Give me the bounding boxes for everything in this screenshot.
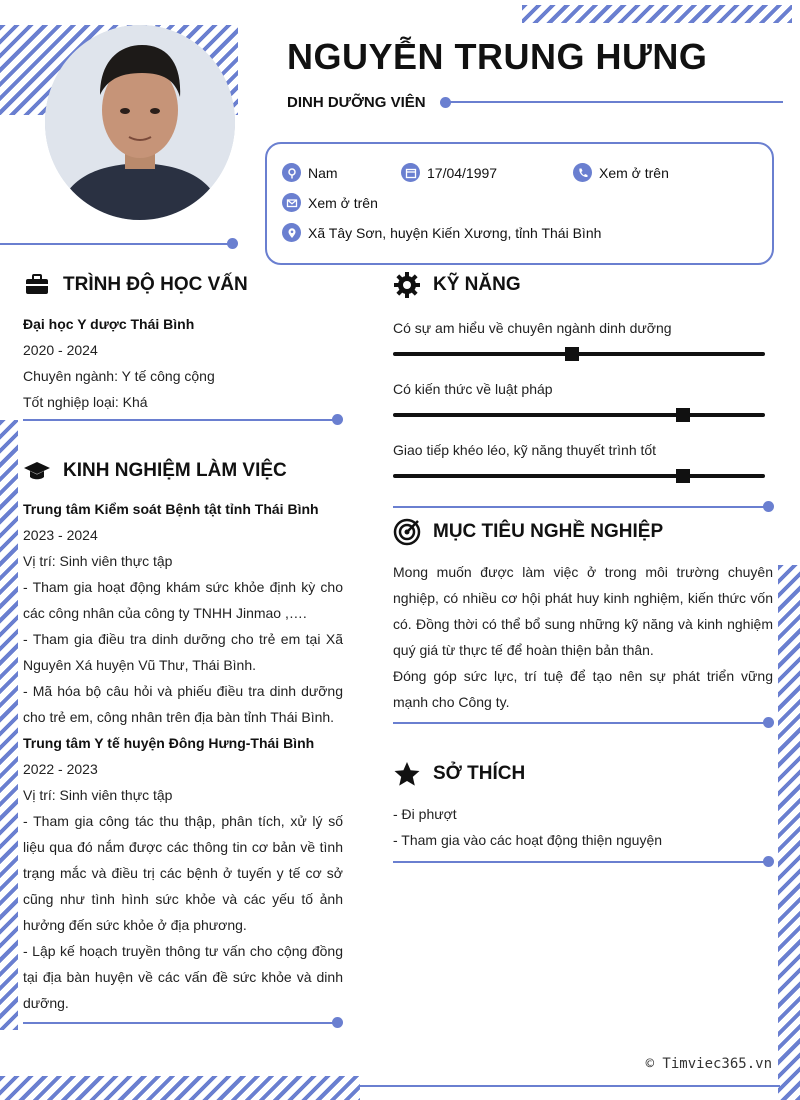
education-title-text: TRÌNH ĐỘ HỌC VẤN bbox=[63, 274, 248, 295]
calendar-icon bbox=[401, 163, 420, 182]
education-divider bbox=[23, 419, 335, 421]
skill-level-marker bbox=[676, 408, 690, 422]
candidate-role: DINH DƯỠNG VIÊN bbox=[287, 94, 426, 111]
location-pin-icon bbox=[282, 223, 301, 242]
stripe-decoration-top-right bbox=[522, 5, 792, 23]
job-task: - Mã hóa bộ câu hỏi và phiếu điều tra dinh dưỡng cho trẻ em, công nhân trên địa bàn tỉnh Thái Bình. bbox=[23, 683, 343, 725]
hobby-item: - Đi phượt bbox=[393, 806, 457, 822]
star-icon bbox=[393, 760, 421, 788]
birthdate-info bbox=[401, 163, 497, 182]
skill-bar bbox=[393, 352, 765, 356]
job-period: 2023 - 2024 bbox=[23, 527, 98, 543]
education-section-title bbox=[23, 271, 248, 299]
objective-divider-dot bbox=[763, 717, 774, 728]
birthdate-value: 17/04/1997 bbox=[427, 164, 498, 181]
address-value: Xã Tây Sơn, huyện Kiến Xương, tỉnh Thái Bình bbox=[308, 224, 602, 241]
hobbies-content bbox=[393, 801, 773, 853]
phone-value: Xem ở trên bbox=[599, 164, 669, 181]
stripe-decoration-left bbox=[0, 420, 18, 1030]
skill-label: Có sự am hiểu về chuyên ngành dinh dưỡng bbox=[393, 320, 672, 336]
briefcase-icon bbox=[23, 271, 51, 299]
gender-info bbox=[282, 163, 338, 182]
skill-label: Giao tiếp khéo léo, kỹ năng thuyết trình tốt bbox=[393, 442, 657, 458]
photo-divider bbox=[0, 243, 230, 245]
gender-value: Nam bbox=[308, 164, 338, 181]
photo-divider-dot bbox=[227, 238, 238, 249]
education-divider-dot bbox=[332, 414, 343, 425]
skills-divider bbox=[393, 506, 765, 508]
skill-bar bbox=[393, 413, 765, 417]
experience-content bbox=[23, 496, 343, 1016]
job-task: - Tham gia điều tra dinh dưỡng cho trẻ em tại Xã Nguyên Xá huyện Vũ Thư, Thái Bình. bbox=[23, 631, 343, 673]
objective-section-title bbox=[393, 518, 663, 546]
hobbies-section-title bbox=[393, 760, 525, 788]
role-divider bbox=[445, 101, 783, 103]
experience-divider bbox=[23, 1022, 335, 1024]
copyright-footer: © Timviec365.vn bbox=[645, 1056, 772, 1072]
skills-title-text: KỸ NĂNG bbox=[433, 274, 521, 295]
hobbies-divider-dot bbox=[763, 856, 774, 867]
email-value: Xem ở trên bbox=[308, 194, 378, 211]
job-period: 2022 - 2023 bbox=[23, 761, 98, 777]
objective-title-text: MỤC TIÊU NGHỀ NGHIỆP bbox=[433, 521, 664, 542]
hobbies-divider bbox=[393, 861, 765, 863]
gear-icon bbox=[393, 271, 421, 299]
experience-section-title bbox=[23, 457, 287, 485]
hobby-item: - Tham gia vào các hoạt động thiện nguyện bbox=[393, 832, 663, 848]
job-task: - Tham gia công tác thu thập, phân tích, xử lý số liệu qua đó nắm được các thông tin cơ bản về tình trạng mắc và điều trị các bệnh ở tuyến y tế cơ sở cũng như tình hình sức khỏe và các yếu tố ảnh hưởng đến sức khỏe ở địa phương. bbox=[23, 813, 343, 933]
graduation-cap-icon bbox=[23, 457, 51, 485]
email-icon bbox=[282, 193, 301, 212]
job-position: Vị trí: Sinh viên thực tập bbox=[23, 787, 173, 803]
skill-label: Có kiến thức về luật pháp bbox=[393, 381, 553, 397]
avatar bbox=[45, 25, 235, 220]
skills-section-title bbox=[393, 271, 521, 299]
job-task: - Tham gia hoạt động khám sức khỏe định kỳ cho các công nhân của công ty TNHH Jinmao ,…. bbox=[23, 579, 343, 621]
skills-divider-dot bbox=[763, 501, 774, 512]
hobbies-title-text: SỞ THÍCH bbox=[433, 763, 526, 784]
target-icon bbox=[393, 518, 421, 546]
skill-level-marker bbox=[565, 347, 579, 361]
skill-level-marker bbox=[676, 469, 690, 483]
experience-title-text: KINH NGHIỆM LÀM VIỆC bbox=[63, 460, 287, 481]
job-position: Vị trí: Sinh viên thực tập bbox=[23, 553, 173, 569]
education-period: 2020 - 2024 bbox=[23, 342, 98, 358]
bottom-divider bbox=[360, 1085, 780, 1087]
experience-divider-dot bbox=[332, 1017, 343, 1028]
stripe-decoration-right bbox=[778, 565, 800, 1100]
education-school: Đại học Y dược Thái Bình bbox=[23, 316, 195, 332]
skill-bar bbox=[393, 474, 765, 478]
education-grade: Tốt nghiệp loại: Khá bbox=[23, 394, 148, 410]
objective-paragraph: Đóng góp sức lực, trí tuệ để tạo nên sự phát triển vững mạnh cho Công ty. bbox=[393, 668, 773, 710]
objective-divider bbox=[393, 722, 765, 724]
phone-info bbox=[573, 163, 669, 182]
education-major: Chuyên ngành: Y tế công cộng bbox=[23, 368, 215, 384]
objective-paragraph: Mong muốn được làm việc ở trong môi trường chuyên nghiệp, có nhiều cơ hội phát huy kinh nghiệm, kiến thức vốn có. Đồng thời có thể bổ sung những kỹ năng và kinh nghiệm quý giá từ thực tế để hoàn thiện bản thân. bbox=[393, 564, 773, 658]
email-info bbox=[282, 193, 378, 212]
job-company: Trung tâm Y tế huyện Đông Hưng-Thái Bình bbox=[23, 735, 315, 751]
objective-content bbox=[393, 559, 773, 715]
job-task: - Lập kế hoạch truyền thông tư vấn cho cộng đồng tại địa bàn huyện về các vấn đề sức khỏe và dinh dưỡng. bbox=[23, 943, 343, 1011]
gender-icon bbox=[282, 163, 301, 182]
job-company: Trung tâm Kiểm soát Bệnh tật tỉnh Thái Bình bbox=[23, 501, 319, 517]
candidate-name: NGUYỄN TRUNG HƯNG bbox=[287, 36, 708, 77]
education-content bbox=[23, 311, 343, 415]
address-info bbox=[282, 223, 601, 242]
stripe-decoration-bottom-left bbox=[0, 1076, 360, 1100]
phone-icon bbox=[573, 163, 592, 182]
